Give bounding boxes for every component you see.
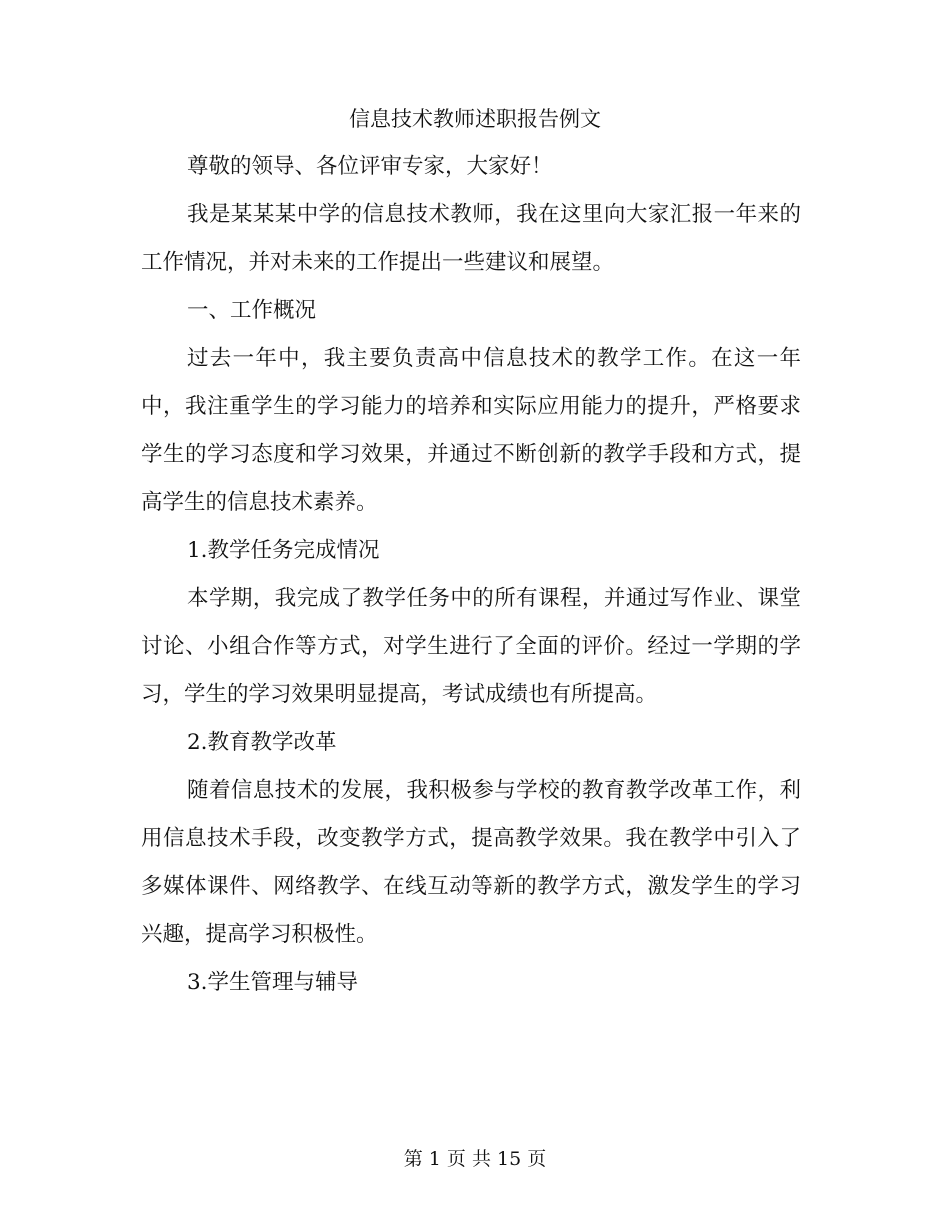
intro-paragraph: 我是某某某中学的信息技术教师，我在这里向大家汇报一年来的工作情况，并对未来的工作提出一些建议和展望。 — [141, 202, 801, 275]
page-number-footer: 第 1 页 共 15 页 — [403, 1148, 547, 1170]
greeting-paragraph: 尊敬的领导、各位评审专家，大家好！ — [187, 154, 553, 179]
subheading-teaching-reform: 2.教育教学改革 — [187, 730, 337, 755]
document-title: 信息技术教师述职报告例文 — [349, 107, 601, 131]
teaching-tasks-paragraph: 本学期，我完成了教学任务中的所有课程，并通过写作业、课堂讨论、小组合作等方式，对学生进行了全面的评价。经过一学期的学习，学生的学习效果明显提高，考试成绩也有所提高。 — [141, 586, 801, 707]
overview-paragraph: 过去一年中，我主要负责高中信息技术的教学工作。在这一年中，我注重学生的学习能力的培养和实际应用能力的提升，严格要求学生的学习态度和学习效果，并通过不断创新的教学手段和方式，提高学生的信息技术素养。 — [141, 346, 801, 515]
subheading-teaching-tasks: 1.教学任务完成情况 — [187, 538, 380, 563]
teaching-reform-paragraph: 随着信息技术的发展，我积极参与学校的教育教学改革工作，利用信息技术手段，改变教学方式，提高教学效果。我在教学中引入了多媒体课件、网络教学、在线互动等新的教学方式，激发学生的学习兴趣，提高学习积极性。 — [141, 778, 801, 947]
document-body — [141, 143, 801, 1007]
subheading-student-management: 3.学生管理与辅导 — [187, 970, 359, 995]
section-heading-overview: 一、工作概况 — [187, 298, 317, 323]
